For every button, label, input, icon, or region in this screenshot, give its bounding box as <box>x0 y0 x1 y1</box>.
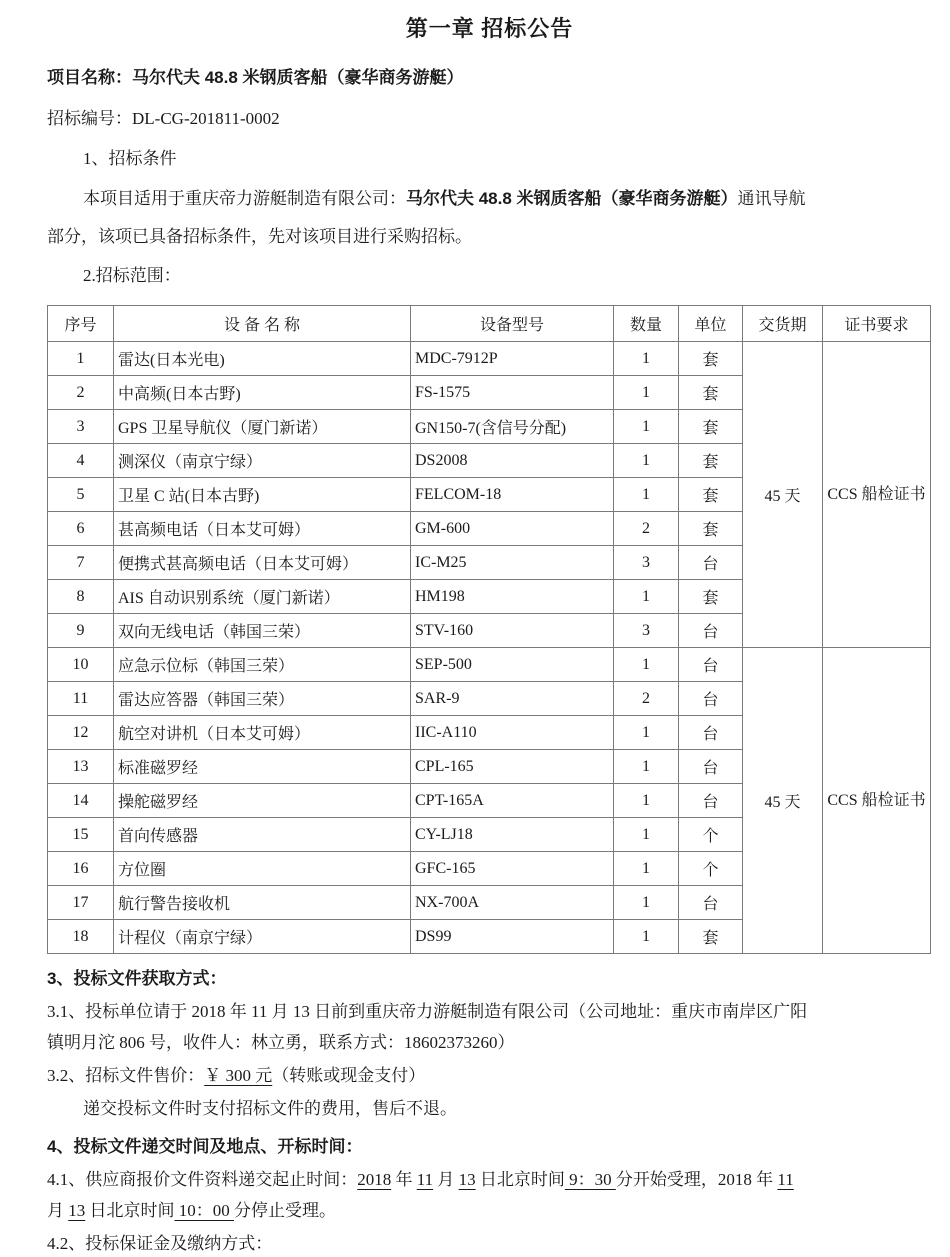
cell-name: 航空对讲机（日本艾可姆） <box>114 716 411 750</box>
text-segment: 年 <box>391 1170 417 1189</box>
header-name: 设 备 名 称 <box>114 306 411 342</box>
cell-model: STV-160 <box>411 614 614 648</box>
cell-name: 操舵磁罗经 <box>114 784 411 818</box>
cell-model: IC-M25 <box>411 546 614 580</box>
cell-model: CY-LJ18 <box>411 818 614 852</box>
section-1-paragraph-line-2: 部分，该项已具备招标条件，先对该项目进行采购招标。 <box>47 227 472 246</box>
table-header-row <box>48 306 931 342</box>
cell-seq: 17 <box>48 886 114 920</box>
cell-model: CPT-165A <box>411 784 614 818</box>
underlined-text: ￥ 300 元 <box>204 1066 273 1085</box>
section-4-1-line-1 <box>47 1167 932 1193</box>
cell-seq: 7 <box>48 546 114 580</box>
cell-seq: 2 <box>48 376 114 410</box>
cell-seq: 5 <box>48 478 114 512</box>
page-title: 第一章 招标公告 <box>405 16 574 41</box>
cell-model: FS-1575 <box>411 376 614 410</box>
cell-model: DS2008 <box>411 444 614 478</box>
cell-name: 方位圈 <box>114 852 411 886</box>
cell-cert-merged: CCS 船检证书 <box>823 342 931 648</box>
cell-seq: 1 <box>48 342 114 376</box>
table-body <box>48 342 931 954</box>
underlined-text: 10：00 <box>174 1201 234 1220</box>
cell-qty: 1 <box>614 410 679 444</box>
cell-model: SAR-9 <box>411 682 614 716</box>
cell-unit: 台 <box>679 648 743 682</box>
cell-seq: 8 <box>48 580 114 614</box>
underlined-text: 13 <box>68 1201 86 1220</box>
text-segment: 月 <box>47 1201 69 1220</box>
cell-qty: 1 <box>614 376 679 410</box>
cell-seq: 13 <box>48 750 114 784</box>
cell-unit: 个 <box>679 852 743 886</box>
cell-name: 中高频(日本古野) <box>114 376 411 410</box>
cell-cert-merged: CCS 船检证书 <box>823 648 931 954</box>
section-1-heading: 1、招标条件 <box>83 149 177 168</box>
cell-qty: 1 <box>614 784 679 818</box>
cell-model: GN150-7(含信号分配) <box>411 410 614 444</box>
text-segment: 通讯导航 <box>737 189 806 208</box>
cell-model: SEP-500 <box>411 648 614 682</box>
cell-unit: 套 <box>679 444 743 478</box>
cell-qty: 2 <box>614 682 679 716</box>
cell-qty: 1 <box>614 920 679 954</box>
section-3-fee-note: 递交投标文件时支付招标文件的费用，售后不退。 <box>83 1099 457 1118</box>
cell-model: HM198 <box>411 580 614 614</box>
cell-name: 卫星 C 站(日本古野) <box>114 478 411 512</box>
bold-text: 马尔代夫 48.8 米钢质客船（豪华商务游艇） <box>406 189 738 208</box>
cell-model: GFC-165 <box>411 852 614 886</box>
text-segment: （转账或现金支付） <box>272 1066 426 1085</box>
cell-unit: 套 <box>679 342 743 376</box>
cell-qty: 1 <box>614 648 679 682</box>
cell-model: DS99 <box>411 920 614 954</box>
cell-unit: 套 <box>679 512 743 546</box>
cell-model: NX-700A <box>411 886 614 920</box>
cell-name: 航行警告接收机 <box>114 886 411 920</box>
cell-name: 雷达(日本光电) <box>114 342 411 376</box>
cell-seq: 4 <box>48 444 114 478</box>
text-segment: 本项目适用于重庆帝力游艇制造有限公司： <box>83 189 406 208</box>
header-cert: 证书要求 <box>823 306 931 342</box>
underlined-text: 9：30 <box>564 1170 616 1189</box>
cell-seq: 9 <box>48 614 114 648</box>
cell-seq: 15 <box>48 818 114 852</box>
cell-name: 应急示位标（韩国三荣） <box>114 648 411 682</box>
header-seq: 序号 <box>48 306 114 342</box>
cell-name: 便携式甚高频电话（日本艾可姆） <box>114 546 411 580</box>
section-4-heading: 4、投标文件递交时间及地点、开标时间： <box>47 1137 363 1156</box>
cell-name: 标准磁罗经 <box>114 750 411 784</box>
text-segment: 日北京时间 <box>85 1201 175 1220</box>
section-1-paragraph-line-1 <box>47 187 932 211</box>
tender-number-line: 招标编号：DL-CG-201811-0002 <box>47 109 280 128</box>
cell-seq: 12 <box>48 716 114 750</box>
cell-qty: 1 <box>614 852 679 886</box>
cell-qty: 1 <box>614 750 679 784</box>
header-delivery: 交货期 <box>743 306 823 342</box>
cell-seq: 6 <box>48 512 114 546</box>
cell-name: 甚高频电话（日本艾可姆） <box>114 512 411 546</box>
section-2-heading: 2.招标范围： <box>83 266 181 285</box>
cell-model: GM-600 <box>411 512 614 546</box>
cell-seq: 10 <box>48 648 114 682</box>
cell-unit: 台 <box>679 750 743 784</box>
section-4-2-heading: 4.2、投标保证金及缴纳方式： <box>47 1234 273 1253</box>
cell-unit: 套 <box>679 920 743 954</box>
cell-unit: 套 <box>679 478 743 512</box>
section-4-1-line-2 <box>47 1198 932 1224</box>
cell-qty: 1 <box>614 716 679 750</box>
cell-qty: 2 <box>614 512 679 546</box>
cell-unit: 套 <box>679 580 743 614</box>
header-unit: 单位 <box>679 306 743 342</box>
header-qty: 数量 <box>614 306 679 342</box>
project-name-line: 项目名称：马尔代夫 48.8 米钢质客船（豪华商务游艇） <box>47 68 464 87</box>
section-3-heading: 3、投标文件获取方式： <box>47 969 227 988</box>
underlined-text: 11 <box>777 1170 794 1189</box>
cell-seq: 11 <box>48 682 114 716</box>
cell-seq: 14 <box>48 784 114 818</box>
table-row <box>48 648 931 682</box>
cell-seq: 18 <box>48 920 114 954</box>
text-segment: 月 <box>433 1170 459 1189</box>
text-segment: 日北京时间 <box>475 1170 565 1189</box>
underlined-text: 11 <box>416 1170 434 1189</box>
cell-name: AIS 自动识别系统（厦门新诺） <box>114 580 411 614</box>
cell-unit: 个 <box>679 818 743 852</box>
cell-unit: 台 <box>679 546 743 580</box>
cell-name: 雷达应答器（韩国三荣） <box>114 682 411 716</box>
text-segment: 4.1、供应商报价文件资料递交起止时间： <box>47 1170 358 1189</box>
cell-name: 双向无线电话（韩国三荣） <box>114 614 411 648</box>
cell-model: CPL-165 <box>411 750 614 784</box>
underlined-text: 13 <box>458 1170 476 1189</box>
cell-name: GPS 卫星导航仪（厦门新诺） <box>114 410 411 444</box>
underlined-text: 2018 <box>357 1170 392 1189</box>
cell-unit: 台 <box>679 614 743 648</box>
cell-seq: 16 <box>48 852 114 886</box>
cell-qty: 1 <box>614 818 679 852</box>
cell-qty: 1 <box>614 342 679 376</box>
cell-model: FELCOM-18 <box>411 478 614 512</box>
cell-unit: 台 <box>679 784 743 818</box>
cell-delivery-merged: 45 天 <box>743 648 823 954</box>
text-segment: 分停止受理。 <box>234 1201 336 1220</box>
cell-unit: 套 <box>679 410 743 444</box>
cell-qty: 1 <box>614 886 679 920</box>
cell-qty: 3 <box>614 614 679 648</box>
cell-name: 计程仪（南京宁绿） <box>114 920 411 954</box>
cell-unit: 台 <box>679 682 743 716</box>
cell-unit: 台 <box>679 716 743 750</box>
section-3-2-line <box>47 1063 932 1089</box>
cell-unit: 套 <box>679 376 743 410</box>
cell-qty: 3 <box>614 546 679 580</box>
cell-qty: 1 <box>614 444 679 478</box>
cell-unit: 台 <box>679 886 743 920</box>
cell-model: MDC-7912P <box>411 342 614 376</box>
scope-table <box>47 305 931 954</box>
section-3-1-line-2: 镇明月沱 806 号，收件人：林立勇，联系方式：18602373260） <box>47 1033 515 1052</box>
header-model: 设备型号 <box>411 306 614 342</box>
cell-name: 首向传感器 <box>114 818 411 852</box>
cell-name: 测深仪（南京宁绿） <box>114 444 411 478</box>
cell-qty: 1 <box>614 478 679 512</box>
cell-delivery-merged: 45 天 <box>743 342 823 648</box>
text-segment: 3.2、招标文件售价： <box>47 1066 205 1085</box>
cell-seq: 3 <box>48 410 114 444</box>
cell-model: IIC-A110 <box>411 716 614 750</box>
section-3-1-line-1: 3.1、投标单位请于 2018 年 11 月 13 日前到重庆帝力游艇制造有限公司（公司地址：重庆市南岸区广阳 <box>47 1002 808 1021</box>
cell-qty: 1 <box>614 580 679 614</box>
table-row <box>48 342 931 376</box>
text-segment: 分开始受理，2018 年 <box>615 1170 778 1189</box>
